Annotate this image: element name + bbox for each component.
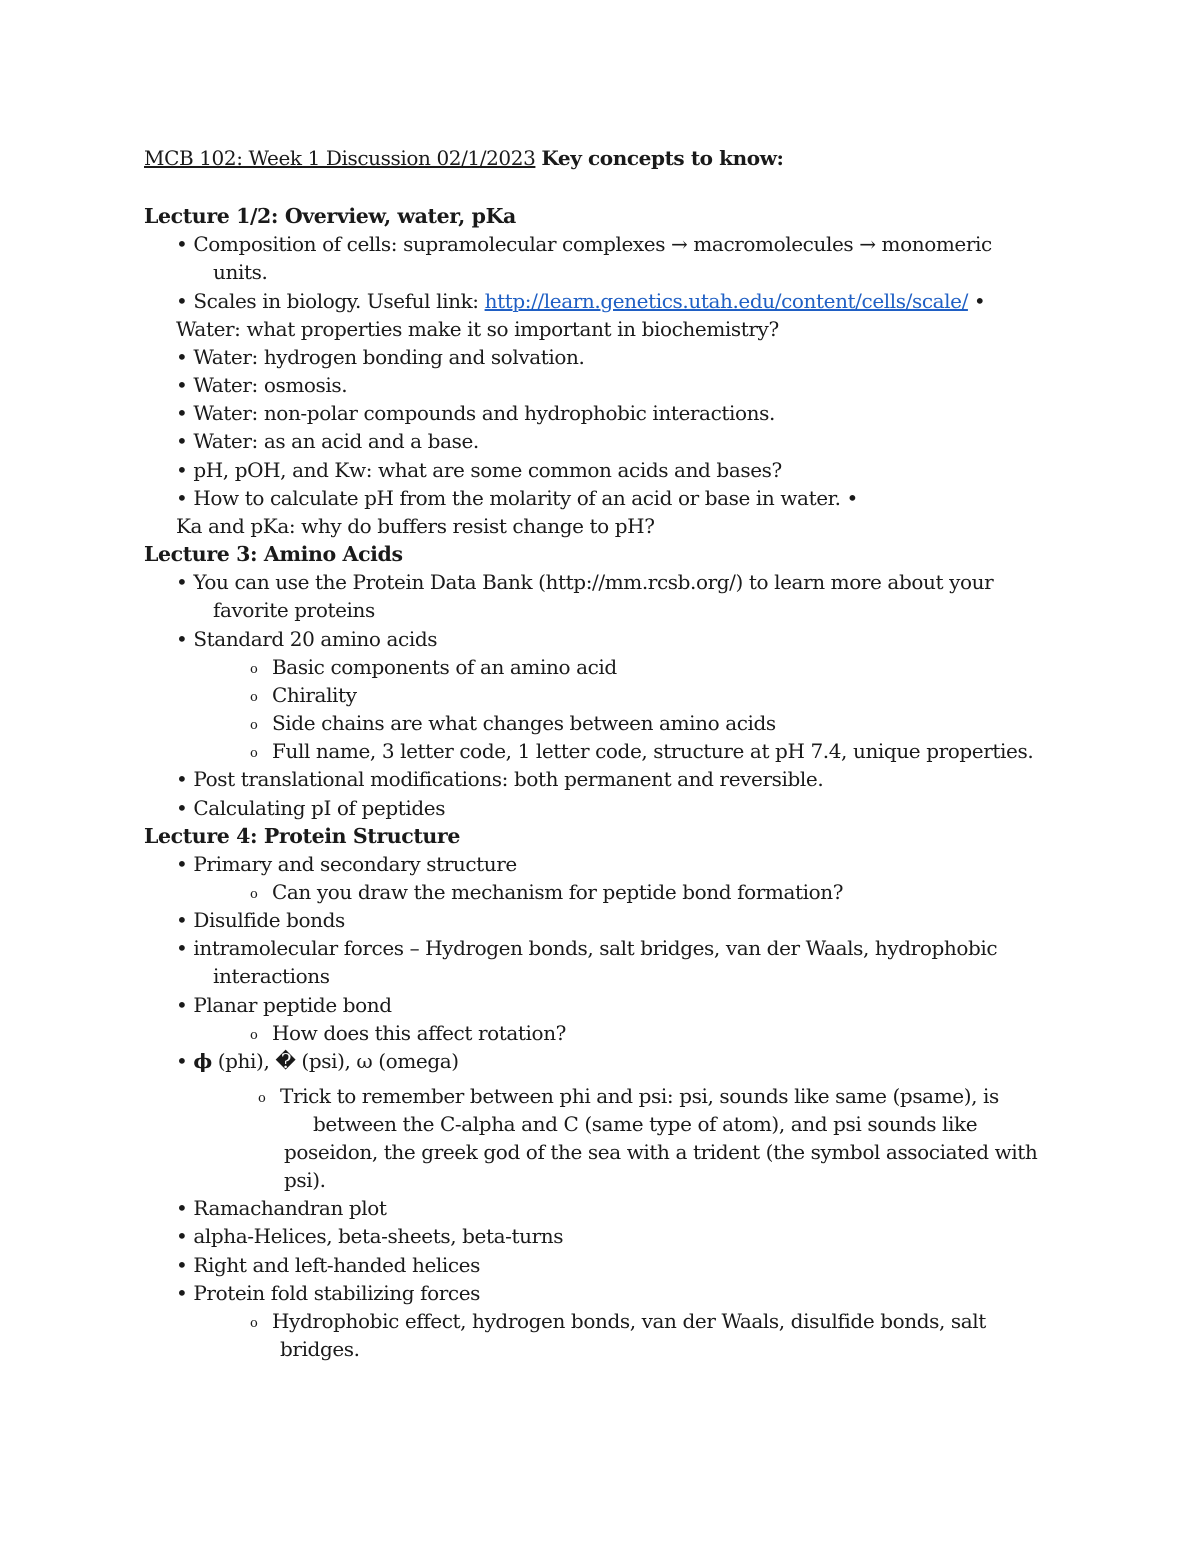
lecture-3-heading: Lecture 3: Amino Acids [144, 542, 403, 566]
list-item: • pH, pOH, and Kw: what are some common acids and bases? [176, 458, 782, 482]
list-item-continuation: interactions [213, 964, 330, 988]
document-title [144, 145, 784, 171]
sub-list-item [250, 654, 617, 684]
lecture-4-heading: Lecture 4: Protein Structure [144, 824, 460, 848]
sub-list-item-text: How does this affect rotation? [272, 1021, 566, 1045]
sub-list-item-text: Basic components of an amino acid [272, 655, 617, 679]
list-item-text: • [967, 289, 986, 313]
scale-link[interactable]: http://learn.genetics.utah.edu/content/cells/scale/ [484, 289, 968, 313]
sub-list-item [250, 879, 843, 909]
list-item-continuation: Ka and pKa: why do buffers resist change to pH? [176, 514, 655, 538]
list-item: • Composition of cells: supramolecular complexes → macromolecules → monomeric [176, 232, 992, 256]
sub-list-item-continuation: bridges. [280, 1337, 360, 1361]
list-item: • Water: as an acid and a base. [176, 429, 479, 453]
list-item: • Standard 20 amino acids [176, 627, 438, 651]
sub-list-item-text: Can you draw the mechanism for peptide bond formation? [272, 880, 844, 904]
sub-list-item-text: Chirality [272, 683, 357, 707]
sub-list-item-text: Full name, 3 letter code, 1 letter code, structure at pH 7.4, unique properties. [272, 739, 1034, 763]
sub-bullet-icon: o [250, 1028, 258, 1043]
list-item: • How to calculate pH from the molarity of an acid or base in water. • [176, 486, 858, 510]
sub-list-item-text: Side chains are what changes between amino acids [272, 711, 776, 735]
list-item-text: • Scales in biology. Useful link: [176, 289, 485, 313]
list-item: • Calculating pI of peptides [176, 796, 446, 820]
course-title: MCB 102: Week 1 Discussion 02/1/2023 [144, 146, 536, 170]
list-item: • You can use the Protein Data Bank (http://mm.rcsb.org/) to learn more about your [176, 570, 994, 594]
sub-list-item-text: Hydrophobic effect, hydrogen bonds, van der Waals, disulfide bonds, salt [272, 1309, 986, 1333]
key-concepts-label: Key concepts to know: [541, 146, 784, 170]
sub-list-item [258, 1083, 999, 1113]
list-item: • intramolecular forces – Hydrogen bonds, salt bridges, van der Waals, hydrophobic [176, 936, 998, 960]
list-item: • Water: non-polar compounds and hydrophobic interactions. [176, 401, 775, 425]
list-item: • alpha-Helices, beta-sheets, beta-turns [176, 1224, 564, 1248]
list-item: • Protein fold stabilizing forces [176, 1281, 481, 1305]
list-item: • Water: osmosis. [176, 373, 348, 397]
sub-bullet-icon: o [258, 1091, 266, 1106]
sub-list-item-continuation: between the C-alpha and C (same type of atom), and psi sounds like [313, 1112, 978, 1136]
sub-list-item [250, 682, 357, 712]
list-item-continuation: Water: what properties make it so important in biochemistry? [176, 317, 779, 341]
list-item: • Water: hydrogen bonding and solvation. [176, 345, 585, 369]
list-item [176, 1048, 459, 1074]
sub-list-item-continuation: psi). [284, 1168, 326, 1192]
list-item: • Primary and secondary structure [176, 852, 517, 876]
list-item-continuation: favorite proteins [213, 598, 375, 622]
sub-bullet-icon: o [250, 690, 258, 705]
sub-list-item [250, 1020, 566, 1050]
sub-bullet-icon: o [250, 887, 258, 902]
lecture-1-2-heading: Lecture 1/2: Overview, water, pKa [144, 204, 516, 228]
list-item-continuation: units. [213, 260, 268, 284]
sub-list-item-continuation: poseidon, the greek god of the sea with a trident (the symbol associated with [284, 1140, 1038, 1164]
list-item: • Right and left-handed helices [176, 1253, 480, 1277]
sub-list-item-text: Trick to remember between phi and psi: psi, sounds like same (psame), is [280, 1084, 999, 1108]
sub-bullet-icon: o [250, 1316, 258, 1331]
list-item: • Disulfide bonds [176, 908, 345, 932]
sub-bullet-icon: o [250, 718, 258, 733]
list-item: • Ramachandran plot [176, 1196, 387, 1220]
list-item-text: (phi), � (psi), ω (omega) [211, 1049, 459, 1073]
phi-symbol: ϕ [193, 1049, 212, 1073]
sub-list-item [250, 1308, 986, 1338]
sub-list-item [250, 738, 1033, 768]
list-item: • Planar peptide bond [176, 993, 392, 1017]
sub-bullet-icon: o [250, 746, 258, 761]
sub-list-item [250, 710, 776, 740]
bullet: • [176, 1049, 194, 1073]
sub-bullet-icon: o [250, 662, 258, 677]
list-item [176, 288, 985, 314]
list-item: • Post translational modifications: both permanent and reversible. [176, 767, 824, 791]
